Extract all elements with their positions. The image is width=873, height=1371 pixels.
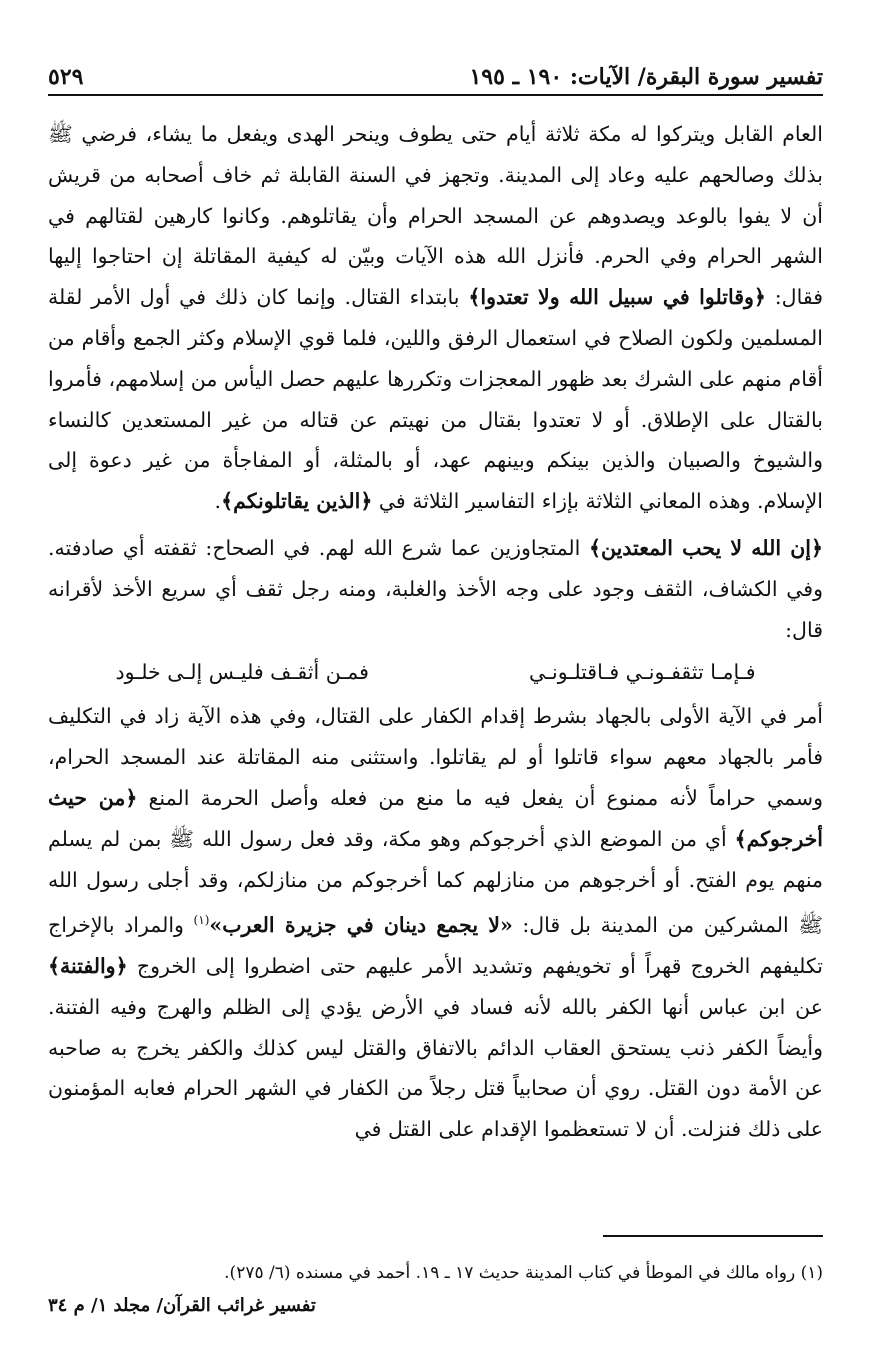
paragraph-1 — [48, 114, 823, 522]
footnote: (١) رواه مالك في الموطأ في كتاب المدينة حديث ١٧ ـ ١٩. أحمد في مسنده (٦/ ٢٧٥). — [224, 1263, 823, 1283]
page-header — [48, 50, 823, 96]
page-footer: تفسير غرائب القرآن/ مجلد ١/ م ٣٤ — [48, 1295, 316, 1316]
footnote-marker: (١) — [193, 913, 210, 928]
quran-quote: ﴿إن الله لا يحب المعتدين﴾ — [588, 535, 824, 560]
running-title: تفسير سورة البقرة/ الآيات: ١٩٠ ـ ١٩٥ — [469, 64, 823, 90]
poetry-verse — [116, 652, 756, 692]
text-run: أمر في الآية الأولى بالجهاد بشرط إقدام الكفار على القتال، وفي هذه الآية زاد في التكليف فأمر بالجهاد معهم سواء قاتلوا أو لم يقاتلوا. واستثنى منه المقاتلة عند المسجد الحرام، وسمي حراماً لأنه ممنوع أن يفعل فيه ما منع من فعله وأصل الحرمة المنع — [48, 704, 823, 810]
paragraph-2 — [48, 528, 823, 650]
paragraph-3 — [48, 696, 823, 1150]
book-page — [48, 50, 823, 1340]
text-run: العام القابل ويتركوا له مكة ثلاثة أيام حتى يطوف وينحر الهدى ويفعل ما يشاء، فرضي ﷺ بذلك وصالحهم عليه وعاد إلى المدينة. وتجهز في السنة القابلة ثم خاف أصحابه من قريش أن لا يفوا بالوعد ويصدوهم عن المسجد الحرام وأن يقاتلوهم. وكانوا كارهين لقتالهم في الشهر الحرام وفي الحرم. فأنزل الله هذه الآيات وبيّن له كيفية المقاتلة إن احتاجوا إليها فقال: — [48, 122, 823, 310]
verse-second-hemistich: فمـن أثقـف فليـس إلـى خلـود — [115, 660, 369, 685]
text-run: المتجاوزين عما شرع الله لهم. في الصحاح: ثقفته أي صادفته. وفي الكشاف، الثقف وجود على وجه الأخذ والغلبة، ومنه رجل ثقف أي سريع الأخذ لأقرانه قال: — [48, 535, 823, 642]
page-number: ٥٢٩ — [48, 64, 84, 90]
quran-quote: ﴿والفتنة﴾ — [48, 953, 128, 978]
text-run: والمراد بالإخراج تكليفهم الخروج قهراً أو تخويفهم وتشديد الأمر عليهم حتى اضطروا إلى الخروج — [48, 913, 823, 978]
text-run: . — [214, 489, 222, 514]
hadith-quote: «لا يجمع دينان في جزيرة العرب» — [209, 913, 513, 938]
quran-quote: ﴿وقاتلوا في سبيل الله ولا تعتدوا﴾ — [468, 285, 766, 310]
footnote-divider — [603, 1235, 823, 1237]
text-run: أي من الموضع الذي أخرجوكم وهو مكة، وقد فعل رسول الله ﷺ بمن لم يسلم منهم يوم الفتح. أو أخرجوهم من منازلهم كما أخرجوكم من منازلكم، وقد أجلى رسول الله ﷺ المشركين من المدينة بل قال: — [48, 826, 824, 938]
verse-first-hemistich: فـإمـا تثقفـونـي فـاقتلـونـي — [528, 660, 756, 685]
text-run: عن ابن عباس أنها الكفر بالله لأنه فساد في الأرض يؤدي إلى الظلم والهرج وفيه الفتنة. وأيضاً الكفر ذنب يستحق العقاب الدائم بالاتفاق والقتل ليس كذلك والكفر يخرج به صاحبه عن الأمة دون القتل. روي أن صحابياً قتل رجلاً من الكفار في الشهر الحرام فعابه المؤمنون على ذلك فنزلت. أن لا تستعظموا الإقدام على القتل في — [48, 994, 823, 1142]
quran-quote: ﴿من حيث أخرجوكم﴾ — [48, 785, 823, 851]
quran-quote: ﴿الذين يقاتلونكم﴾ — [221, 489, 373, 514]
main-text — [48, 114, 823, 1150]
text-run: بابتداء القتال. وإنما كان ذلك في أول الأمر لقلة المسلمين ولكون الصلاح في استعمال الرفق واللين، فلما قوي الإسلام وكثر الجمع وأقام من أقام منهم على الشرك بعد ظهور المعجزات وتكررها عليهم حصل اليأس من إسلامهم، فأمروا بالقتال على الإطلاق. أو لا تعتدوا بقتال من نهيتم عن قتاله من غير المستعدين كالنساء والشيوخ والصبيان والذين بينكم وبينهم عهد، أو بالمثلة، أو المفاجأة من غير دعوة إلى الإسلام. وهذه المعاني الثلاثة بإزاء التفاسير الثلاثة في — [48, 285, 823, 514]
